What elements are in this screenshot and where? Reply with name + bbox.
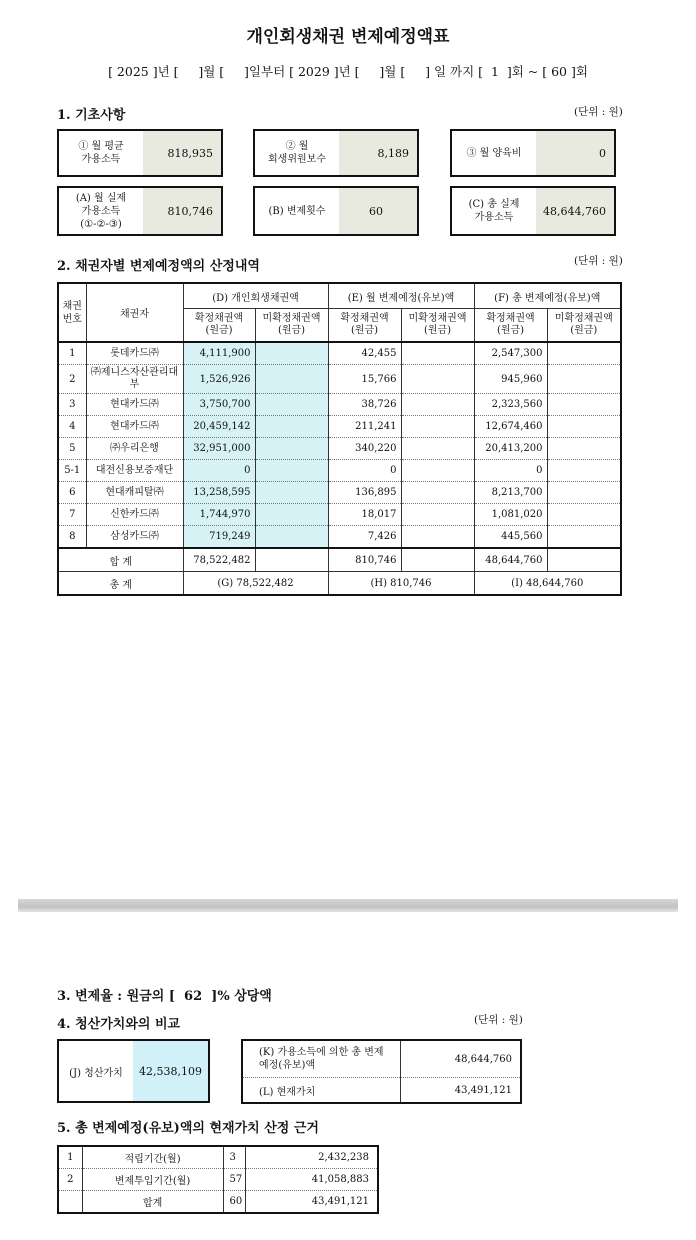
sum-d1: 78,522,482	[183, 548, 255, 572]
page-separator	[18, 899, 678, 912]
row-amount: 43,491,121	[245, 1191, 378, 1214]
row-e-confirmed: 15,766	[328, 365, 401, 394]
row-e-confirmed: 42,455	[328, 342, 401, 365]
row-f-confirmed: 945,960	[474, 365, 547, 394]
box-value: 818,935	[143, 131, 221, 175]
row-e-unconfirmed	[401, 416, 474, 438]
row-d-unconfirmed	[255, 416, 328, 438]
header-no: 채권 번호	[58, 283, 86, 342]
row-d-confirmed: 719,249	[183, 526, 255, 549]
row-f-unconfirmed	[547, 504, 621, 526]
table-row	[58, 504, 621, 526]
row-no: 7	[58, 504, 86, 526]
row-e-unconfirmed	[401, 342, 474, 365]
row-no: 5	[58, 438, 86, 460]
row-e-confirmed: 38,726	[328, 394, 401, 416]
k-label: (K) 가용소득에 의한 총 변제 예정(유보)액	[242, 1040, 400, 1078]
section3-title: 3. 변제율 : 원금의 [ 62 ]% 상당액	[57, 989, 272, 1004]
row-d-confirmed: 1,744,970	[183, 504, 255, 526]
box-child-support	[450, 129, 616, 177]
repayment-period: [ 2025 ]년 [ ]월 [ ]일부터 [ 2029 ]년 [ ]월 [ ] 일 까지 [ 1 ]회 ~ [ 60 ]회	[108, 64, 588, 79]
table-row	[58, 365, 621, 394]
header-e-unconfirmed: 미확정채권액 (원금)	[401, 309, 474, 343]
table-row	[58, 482, 621, 504]
box-value: 60	[339, 188, 417, 234]
row-d-confirmed: 3,750,700	[183, 394, 255, 416]
box-label: (B) 변제횟수	[255, 188, 339, 234]
box-value: 48,644,760	[536, 188, 614, 234]
row-label: 적립기간(월)	[82, 1146, 223, 1169]
row-amount: 2,432,238	[245, 1146, 378, 1169]
l-value: 43,491,121	[454, 1084, 512, 1096]
row-e-confirmed: 0	[328, 460, 401, 482]
row-e-unconfirmed	[401, 526, 474, 549]
box-commissioner-fee	[253, 129, 419, 177]
table-row	[58, 460, 621, 482]
row-no: 5-1	[58, 460, 86, 482]
row-e-unconfirmed	[401, 365, 474, 394]
header-f: (F) 총 변제예정(유보)액	[474, 283, 621, 309]
liquidation-value-box	[57, 1039, 210, 1103]
row-creditor: 현대카드㈜	[86, 394, 183, 416]
table-row	[58, 394, 621, 416]
header-d-confirmed: 확정채권액 (원금)	[183, 309, 255, 343]
sum-f1: 48,644,760	[474, 548, 547, 572]
row-no: 1	[58, 342, 86, 365]
row-f-confirmed: 1,081,020	[474, 504, 547, 526]
l-label: (L) 현재가치	[242, 1078, 400, 1104]
box-total-income	[450, 186, 616, 236]
row-f-confirmed: 8,213,700	[474, 482, 547, 504]
row-label: 변제투입기간(월)	[82, 1169, 223, 1191]
box-label: ① 월 평균 가용소득	[59, 131, 143, 175]
header-e: (E) 월 변제예정(유보)액	[328, 283, 474, 309]
box-repayment-count	[253, 186, 419, 236]
row-d-confirmed: 4,111,900	[183, 342, 255, 365]
table-row	[58, 1169, 378, 1191]
box-value: 810,746	[143, 188, 221, 234]
total-label: 총 계	[109, 579, 132, 591]
total-row	[58, 572, 621, 596]
box-value: 8,189	[339, 131, 417, 175]
row-f-unconfirmed	[547, 342, 621, 365]
row-e-unconfirmed	[401, 394, 474, 416]
row-no: 2	[58, 365, 86, 394]
row-no: 4	[58, 416, 86, 438]
table-row	[58, 526, 621, 549]
row-no: 3	[58, 394, 86, 416]
row-f-confirmed: 445,560	[474, 526, 547, 549]
table-row	[58, 1146, 378, 1169]
sum-f2	[547, 548, 621, 572]
unit-label-1: (단위 : 원)	[574, 106, 623, 118]
section4-title: 4. 청산가치와의 비교	[57, 1017, 181, 1032]
box-label: ② 월 회생위원보수	[255, 131, 339, 175]
row-no: 1	[58, 1146, 82, 1169]
table-row	[58, 1191, 378, 1214]
row-d-unconfirmed	[255, 526, 328, 549]
row-no: 8	[58, 526, 86, 549]
header-f-unconfirmed: 미확정채권액 (원금)	[547, 309, 621, 343]
header-creditor: 채권자	[86, 283, 183, 342]
row-creditor: 현대캐피탈㈜	[86, 482, 183, 504]
row-f-unconfirmed	[547, 365, 621, 394]
row-f-confirmed: 0	[474, 460, 547, 482]
box-value: 0	[536, 131, 614, 175]
section5-title: 5. 총 변제예정(유보)액의 현재가치 산정 근거	[57, 1121, 319, 1136]
row-no	[58, 1191, 82, 1214]
table-row	[58, 342, 621, 365]
row-f-confirmed: 2,323,560	[474, 394, 547, 416]
row-f-unconfirmed	[547, 526, 621, 549]
header-d-unconfirmed: 미확정채권액 (원금)	[255, 309, 328, 343]
j-value: 42,538,109	[133, 1041, 208, 1101]
header-e-confirmed: 확정채권액 (원금)	[328, 309, 401, 343]
row-f-unconfirmed	[547, 416, 621, 438]
table-row	[58, 416, 621, 438]
sum-e1: 810,746	[328, 548, 401, 572]
row-creditor: 대전신용보증재단	[86, 460, 183, 482]
creditor-rows	[58, 342, 621, 548]
header-d: (D) 개인회생채권액	[183, 283, 328, 309]
row-months: 57	[223, 1169, 245, 1191]
row-f-confirmed: 2,547,300	[474, 342, 547, 365]
sum-label: 합 계	[58, 548, 183, 572]
box-label: (C) 총 실제 가용소득	[452, 188, 536, 234]
row-creditor: 삼성카드㈜	[86, 526, 183, 549]
row-e-unconfirmed	[401, 504, 474, 526]
row-f-unconfirmed	[547, 460, 621, 482]
total-g: (G) 78,522,482	[183, 572, 328, 596]
row-d-confirmed: 13,258,595	[183, 482, 255, 504]
section1-title: 1. 기초사항	[57, 108, 126, 123]
row-no: 6	[58, 482, 86, 504]
sum-row	[58, 548, 621, 572]
sum-d2	[255, 548, 328, 572]
page-title: 개인회생채권 변제예정액표	[246, 27, 450, 47]
row-months: 60	[223, 1191, 245, 1214]
comparison-table	[241, 1039, 522, 1104]
row-d-confirmed: 20,459,142	[183, 416, 255, 438]
row-d-unconfirmed	[255, 460, 328, 482]
row-f-unconfirmed	[547, 482, 621, 504]
k-value: 48,644,760	[400, 1040, 521, 1078]
row-d-unconfirmed	[255, 482, 328, 504]
row-f-unconfirmed	[547, 438, 621, 460]
box-actual-income	[57, 186, 223, 236]
row-e-confirmed: 18,017	[328, 504, 401, 526]
row-creditor: 현대카드㈜	[86, 416, 183, 438]
row-creditor: 신한카드㈜	[86, 504, 183, 526]
header-f-confirmed: 확정채권액 (원금)	[474, 309, 547, 343]
row-d-unconfirmed	[255, 438, 328, 460]
present-value-table	[57, 1145, 379, 1214]
row-f-confirmed: 20,413,200	[474, 438, 547, 460]
row-label: 합계	[82, 1191, 223, 1214]
box-label: (A) 월 실제 가용소득 (①-②-③)	[59, 188, 143, 234]
row-e-unconfirmed	[401, 438, 474, 460]
row-d-confirmed: 1,526,926	[183, 365, 255, 394]
table-row	[58, 438, 621, 460]
total-i: (I) 48,644,760	[474, 572, 621, 596]
row-d-unconfirmed	[255, 365, 328, 394]
row-e-confirmed: 136,895	[328, 482, 401, 504]
row-creditor: 롯데카드㈜	[86, 342, 183, 365]
unit-label-4: (단위 : 원)	[474, 1014, 523, 1026]
row-amount: 41,058,883	[245, 1169, 378, 1191]
row-e-confirmed: 340,220	[328, 438, 401, 460]
section2-title: 2. 채권자별 변제예정액의 산정내역	[57, 259, 260, 274]
row-no: 2	[58, 1169, 82, 1191]
j-label: (J) 청산가치	[69, 1067, 123, 1079]
creditor-table	[57, 282, 622, 596]
row-f-confirmed: 12,674,460	[474, 416, 547, 438]
row-d-unconfirmed	[255, 342, 328, 365]
row-e-confirmed: 211,241	[328, 416, 401, 438]
row-months: 3	[223, 1146, 245, 1169]
box-monthly-income	[57, 129, 223, 177]
unit-label-2: (단위 : 원)	[574, 255, 623, 267]
row-d-unconfirmed	[255, 394, 328, 416]
row-creditor: ㈜우리은행	[86, 438, 183, 460]
sum-e2	[401, 548, 474, 572]
row-creditor: ㈜제니스자산관리대 부	[86, 365, 183, 394]
row-f-unconfirmed	[547, 394, 621, 416]
row-e-unconfirmed	[401, 460, 474, 482]
row-e-confirmed: 7,426	[328, 526, 401, 549]
row-d-unconfirmed	[255, 504, 328, 526]
row-d-confirmed: 32,951,000	[183, 438, 255, 460]
row-e-unconfirmed	[401, 482, 474, 504]
row-d-confirmed: 0	[183, 460, 255, 482]
total-h: (H) 810,746	[328, 572, 474, 596]
box-label: ③ 월 양육비	[452, 131, 536, 175]
